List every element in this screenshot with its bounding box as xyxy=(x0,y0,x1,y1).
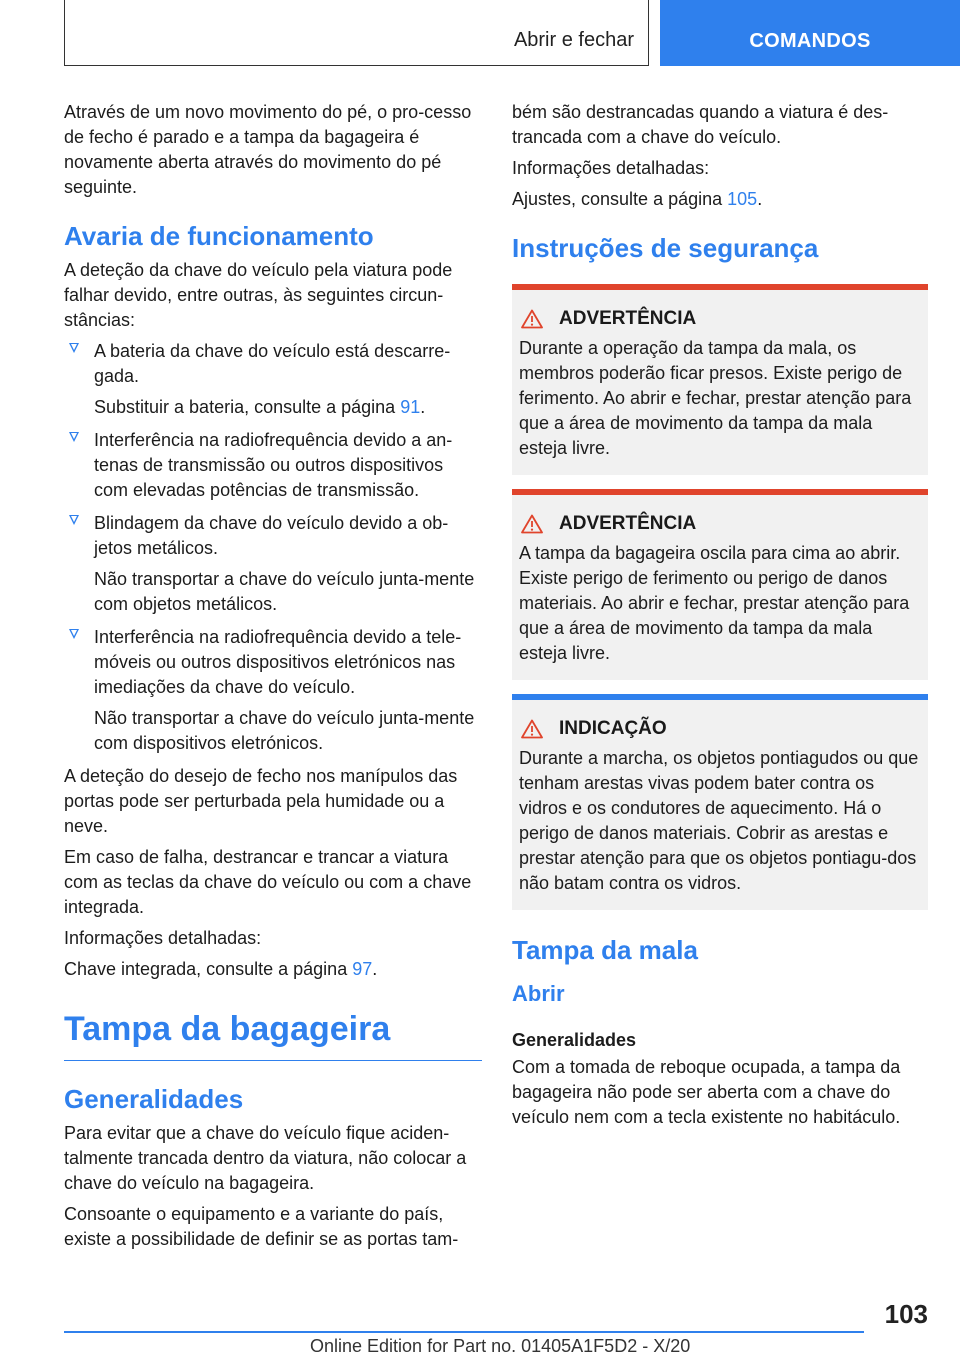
details-reference: Ajustes, consulte a página 105. xyxy=(512,189,763,209)
general-paragraph-1: Para evitar que a chave do veículo fique aciden-talmente trancada dentro da viatura, não colocar a chave do veículo na bagageira. xyxy=(64,1123,467,1193)
list-item xyxy=(64,625,482,756)
warning-triangle-icon xyxy=(521,719,543,739)
malfunction-list xyxy=(64,339,482,756)
header-category-label: COMANDOS xyxy=(749,30,871,52)
list-item-sub: Não transportar a chave do veículo junta-mente com objetos metálicos. xyxy=(94,569,475,614)
trunk-heading: Tampa da mala xyxy=(512,935,698,965)
list-item-text: A bateria da chave do veículo está descarre-gada. xyxy=(94,341,451,386)
open-heading: Abrir xyxy=(512,981,565,1006)
list-item-text: Interferência na radiofrequência devido a tele-móveis ou outros dispositivos eletrónicos nas imediações da chave do veículo. xyxy=(94,627,462,697)
warning-title: ADVERTÊNCIA xyxy=(559,513,697,534)
list-item xyxy=(64,339,482,420)
header-section-title: Abrir e fechar xyxy=(513,29,634,51)
continued-paragraph: bém são destrancadas quando a viatura é des-trancada com a chave do veículo. xyxy=(512,102,889,147)
general-subheading: Generalidades xyxy=(512,1030,637,1050)
general-paragraph-2: Consoante o equipamento e a variante do país, existe a possibilidade de definir se as portas tam- xyxy=(64,1204,459,1249)
notice-text: Durante a marcha, os objetos pontiagudos ou que tenham arestas vivas podem bater contra os vidros e os condutores de aquecimento. Há o perigo de danos materiais. Cobrir as arestas e prestar atenção para que os objetos pontiagu-dos não batam contra os vidros. xyxy=(519,748,919,893)
left-column xyxy=(64,100,482,1258)
warning-text: A tampa da bagageira oscila para cima ao abrir. Existe perigo de ferimento ou perigo de danos materiais. Ao abrir e fechar, prestar atenção para que a área de movimento da tampa da mala esteja livre. xyxy=(519,543,910,663)
general-heading: Generalidades xyxy=(64,1084,244,1114)
warning-title: ADVERTÊNCIA xyxy=(559,308,697,329)
tailgate-heading: Tampa da bagageira xyxy=(64,1006,482,1061)
list-item-text: Blindagem da chave do veículo devido a ob-jetos metálicos. xyxy=(94,513,449,558)
intro-paragraph: Através de um novo movimento do pé, o pro-cesso de fecho é parado e a tampa da bagageira é novamente aberta através do movimento do pé seguinte. xyxy=(64,102,472,197)
failure-paragraph: Em caso de falha, destrancar e trancar a viatura com as teclas da chave do veículo ou com a chave integrada. xyxy=(64,847,472,917)
page-link-91[interactable]: 91 xyxy=(400,397,421,417)
details-label: Informações detalhadas: xyxy=(512,158,710,178)
page-link-105[interactable]: 105 xyxy=(727,189,758,209)
list-item-sub: Não transportar a chave do veículo junta-mente com dispositivos eletrónicos. xyxy=(94,708,475,753)
list-item-text: Interferência na radiofrequência devido a an-tenas de transmissão ou outros dispositivos com elevadas potências de transmissão. xyxy=(94,430,453,500)
bullet-triangle-icon xyxy=(69,515,79,525)
list-item-sub: Substituir a bateria, consulte a página 91. xyxy=(94,397,426,417)
list-item xyxy=(64,428,482,503)
bullet-triangle-icon xyxy=(69,343,79,353)
malfunction-heading: Avaria de funcionamento xyxy=(64,221,374,251)
notice-title: INDICAÇÃO xyxy=(559,718,667,739)
warning-box xyxy=(512,489,928,680)
warning-text: Durante a operação da tampa da mala, os membros poderão ficar presos. Existe perigo de ferimento. Ao abrir e fechar, prestar atenção para que a área de movimento da tampa da mala esteja livre. xyxy=(519,338,912,458)
warning-triangle-icon xyxy=(521,514,543,534)
header-category-tab[interactable] xyxy=(660,0,960,66)
humidity-paragraph: A deteção do desejo de fecho nos manípulos das portas pode ser perturbada pela humidade ou a neve. xyxy=(64,766,458,836)
list-item xyxy=(64,511,482,617)
page-link-97[interactable]: 97 xyxy=(352,959,373,979)
right-column xyxy=(512,100,928,1136)
warning-triangle-icon xyxy=(521,309,543,329)
notice-box xyxy=(512,694,928,910)
malfunction-paragraph: A deteção da chave do veículo pela viatura pode falhar devido, entre outras, às seguintes circun-stâncias: xyxy=(64,260,453,330)
page-number: 103 xyxy=(884,1299,928,1329)
footer-edition: Online Edition for Part no. 01405A1F5D2 - X/20 xyxy=(310,1336,691,1356)
details-label: Informações detalhadas: xyxy=(64,928,262,948)
safety-heading: Instruções de segurança xyxy=(512,233,819,263)
footer-divider xyxy=(64,1331,864,1333)
warning-box xyxy=(512,284,928,475)
header-section-box xyxy=(64,0,649,66)
general-paragraph: Com a tomada de reboque ocupada, a tampa da bagageira não pode ser aberta com a chave do veículo nem com a tecla existente no habitáculo. xyxy=(512,1057,901,1127)
details-reference: Chave integrada, consulte a página 97. xyxy=(64,959,378,979)
bullet-triangle-icon xyxy=(69,629,79,639)
bullet-triangle-icon xyxy=(69,432,79,442)
